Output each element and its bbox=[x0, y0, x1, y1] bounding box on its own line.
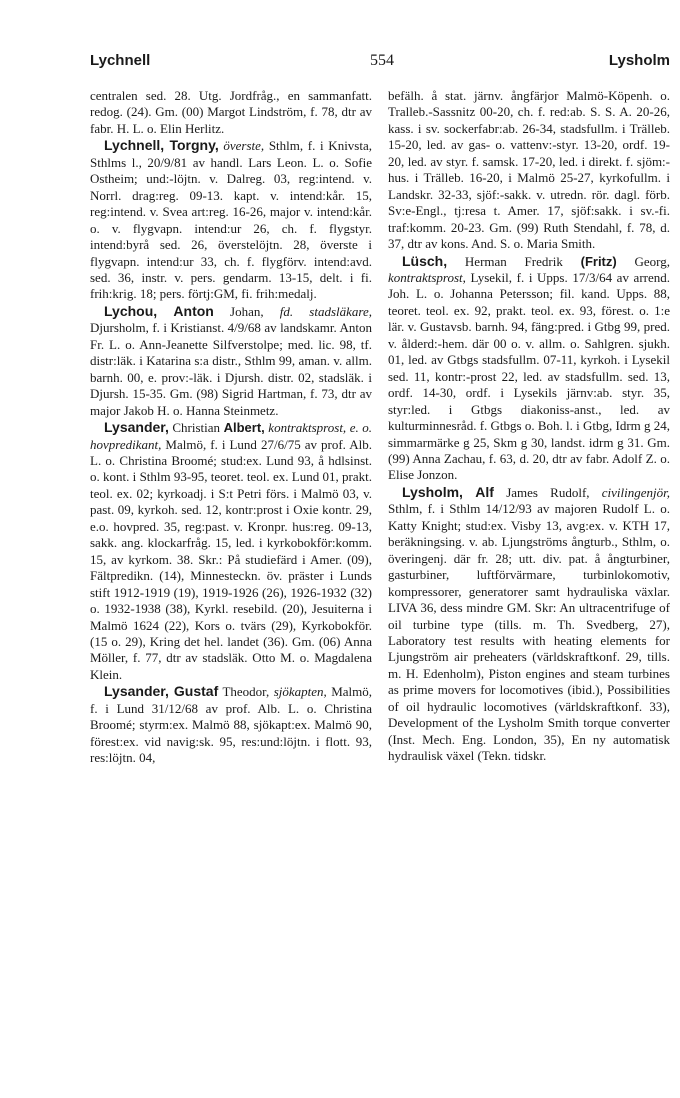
entry-lysander-albert bbox=[90, 419, 372, 683]
entry-given-name: Theodor, bbox=[222, 684, 270, 700]
entry-given-name: Johan, bbox=[230, 303, 264, 319]
entry-name: Lysholm, Alf bbox=[402, 483, 494, 500]
entry-name: Lychou, Anton bbox=[104, 302, 214, 319]
entry-title: civilingenjör, bbox=[601, 484, 671, 500]
entry-given-name: James Rudolf, bbox=[506, 484, 590, 500]
continuation-text: befälh. å stat. järnv. ångfärjor Malmö-Köpenh. o. Tralleb.-Sassnitz 00-20, ch. f. red:ab. S. S. A. 20-26, kass. i sv. sockerfabr:ab. 26-34, stadsfullm. i Trälleb. 15-20, led. av gas- o. vattenv:-styr. 13-20, ordf. 19-20, led. av styr. f. samsk. 17-20, led. i direkt. f. sjöm:-hus. i Trälleb. 16-20, i Malmö 25-27, kyrkofullm. i Landskr. 32-33, sjöf:-sakk. v. utredn. rör. dagl. förb. Sv:e-Engl., tj:resa t. Amer. 17, sjöf:sakk. i sv.-fi. traf:komm. 20-23. Gm. (99) Ruth Stendahl, f. 78, d. 37, dtr av kons. And. S. o. Maria Smith. bbox=[388, 88, 670, 252]
right-column bbox=[388, 88, 670, 765]
entry-title: kontraktsprost, e. o. hovpredikant, bbox=[90, 420, 373, 452]
entry-lychnell-torgny bbox=[90, 137, 372, 303]
entry-text: Malmö, f. i Lund 27/6/75 av prof. Alb. L. o. Christina Broomé; stud:ex. Lund 93, å hdlsinst. o. kont. i Sthlm 93-95, teoret. teol. ex. Lund 01, prakt. teol. ex. 02; kyrkoadj. i S:t Petri förs. i Malmö 03, v. past. 09, kyrkoh. sed. 12, kontr:prost i Oxie kontr. 29, e.o. hovpred. 35, reg:past. v. Kronpr. hus:reg. 09-13, sakk. ang. klockarfråg. 15, led. i kyrkobokför:komm. 15, av kyrkom. 38. Skr.: På studiefärd i Amer. (09), Fältpredikn. (14), Minnesteckn. öv. präster i Lunds stift 1912-1919 (19), 1919-1926 (26), 1926-1932 (32) o. 1932-1938 (38), Kyrkl. resebild. (20), Jesuiterna i Malmö 1624 (22), Kors o. tvärs (29), Kyrkobokför. (15 o. 29), Kring det hel. landet (36). Gm. (06) Anna Möller, f. 77, dtr av stadsläk. Otto M. o. Magdalena Klein. bbox=[90, 436, 372, 682]
entry-lysholm-alf bbox=[388, 484, 670, 765]
entry-title: kontraktsprost, bbox=[388, 269, 466, 285]
entry-given-name-2: Georg, bbox=[634, 253, 671, 269]
page-header bbox=[90, 52, 670, 72]
entry-given-name: Herman Fredrik bbox=[464, 253, 563, 269]
entry-name: Lysander, bbox=[104, 419, 169, 436]
entry-title: sjökapten, bbox=[273, 684, 327, 700]
entry-name: Lychnell, Torgny, bbox=[104, 137, 219, 154]
entry-lusch-fritz bbox=[388, 253, 670, 484]
entry-text: Sthlm, f. i Knivsta, Sthlms l., 20/9/81 av handl. Lars Leon. L. o. Sofie Ostheim; und:-löjtn. v. Dalreg. 03, reg:intend. v. Norrl. drag:reg. 09-13. kapt. v. intend:kår. 15, reg:intend. v. Svea art:reg. 16-26, major v. intend:kår. o. v. flygvapn. intend:ur 26, ch. f. flygstyr. intend:byrå sed. 26, överstelöjtn. 28, överste i flygvapn. intend:ur 33, ch. f. flygförv. intend:avd. sed. 36, instr. v. pers. gendarm. 13-15, delt. i fi. frih:krig. 18; pers. förtj:GM, fi. frih:medalj. bbox=[90, 138, 372, 302]
continuation-text: centralen sed. 28. Utg. Jordfråg., en sammanfatt. redog. (24). Gm. (00) Margot Lindström, f. 78, dtr av fabr. H. L. o. Elin Herlitz. bbox=[90, 88, 372, 136]
entry-lysander-gustaf bbox=[90, 683, 372, 766]
entry-call-name: (Fritz) bbox=[580, 253, 617, 269]
entry-title: fd. stadsläkare, bbox=[279, 303, 372, 319]
entry-name: Lüsch, bbox=[402, 252, 448, 269]
left-column bbox=[90, 88, 372, 767]
page-number: 554 bbox=[370, 52, 394, 69]
running-head-left: Lychnell bbox=[90, 52, 151, 69]
entry-text: Sthlm, f. i Sthlm 14/12/93 av majoren Rudolf L. o. Katty Knight; stud:ex. Visby 13, avg:ex. v. KTH 17, beräkningsing. v. ab. Ljungströms ångturb., Sthlm, o. överingenj. där fr. 28; utt. div. pat. å ångturbiner, gasturbiner, luftförvärmare, turbinlokomotiv, kompressorer, generatorer samt hydrauliska växlar. LIVA 36, dess mindre GM. Skr: An ultracentrifuge of oil turbine type (tills. m. Th. Svedberg, 27), Laboratory test results with heating elements for Ljungström air preheaters (världskraftkonf. 29, tills. m. H. Edenholm), Piston engines and steam turbines as prime movers for locomotives (ibid.), Possibilities of oil hydraulic locomotives (världskraftkonf. 33), Development of the Lysholm Smith torque converter (Inst. Mech. Eng. London, 35), En ny automatisk hydraulisk växel (Tekn. tidskr. bbox=[388, 501, 670, 764]
entry-text: Malmö, f. i Lund 31/12/68 av prof. Alb. L. o. Christina Broomé; styrm:ex. Malmö 88, sjökapt:ex. Malmö 90, förest:ex. vid navig:sk. 95, res:und:löjtn. i flott. 93, res:löjtn. 04, bbox=[90, 684, 373, 766]
running-head-right: Lysholm bbox=[608, 52, 670, 69]
entry-lychou-anton bbox=[90, 303, 372, 419]
entry-name: Lysander, Gustaf bbox=[104, 683, 219, 700]
entry-given-name: Christian bbox=[172, 420, 221, 436]
entry-call-name: Albert, bbox=[223, 420, 265, 436]
entry-text: Djursholm, f. i Kristianst. 4/9/68 av landskamr. Anton Fr. L. o. Ann-Jeanette Silfverstolpe; med. lic. 98, tf. distr:läk. i Katarina s:a distr., Sthlm 99, aman. v. allm. barnh. 00, e. prov:-läk. i Djursh. distr. 02, stadsläk. i Djursh. 15-35. Gm. (98) Sigrid Hartman, f. 73, dtr av major Jakob H. o. Hanna Steinmetz. bbox=[90, 320, 372, 418]
entry-title: överste, bbox=[223, 138, 265, 154]
entry-text: Lysekil, f. i Upps. 17/3/64 av arrend. Joh. L. o. Johanna Petersson; fil. kand. Upps. 88, teoret. teol. ex. 92, prakt. teol. ex. 93, förest. o. 1:e lär. v. Gustavsb. barnh. 94, fäng:pred. i Gtbg 99, pred. v. ålderd:-hem. där 00 o. v. allm. o. Sahlgren. sjukh. 01, led. av Gtbgs stadsfullm. 07-11, kyrkoh. i Lysekil sed. 11, kontr:-prost 22, led. av stadsfullm. sed. 13, ordf. 14-30, ordf. i Lysekils järnv:ab. styr. 35, styr:led. i Gtbgs diakoniss-anst., led. av kulturminnesråd. f. Gtbgs o. Boh. l. i Gtbg, Idrm g 24, simmarmärke g 25, Skm g 30, landst. idrm g 31. Gm. (99) Anna Zachau, f. 63, d. 20, dtr av fabr. Adolf Z. o. Elise Jonzon. bbox=[388, 269, 671, 483]
